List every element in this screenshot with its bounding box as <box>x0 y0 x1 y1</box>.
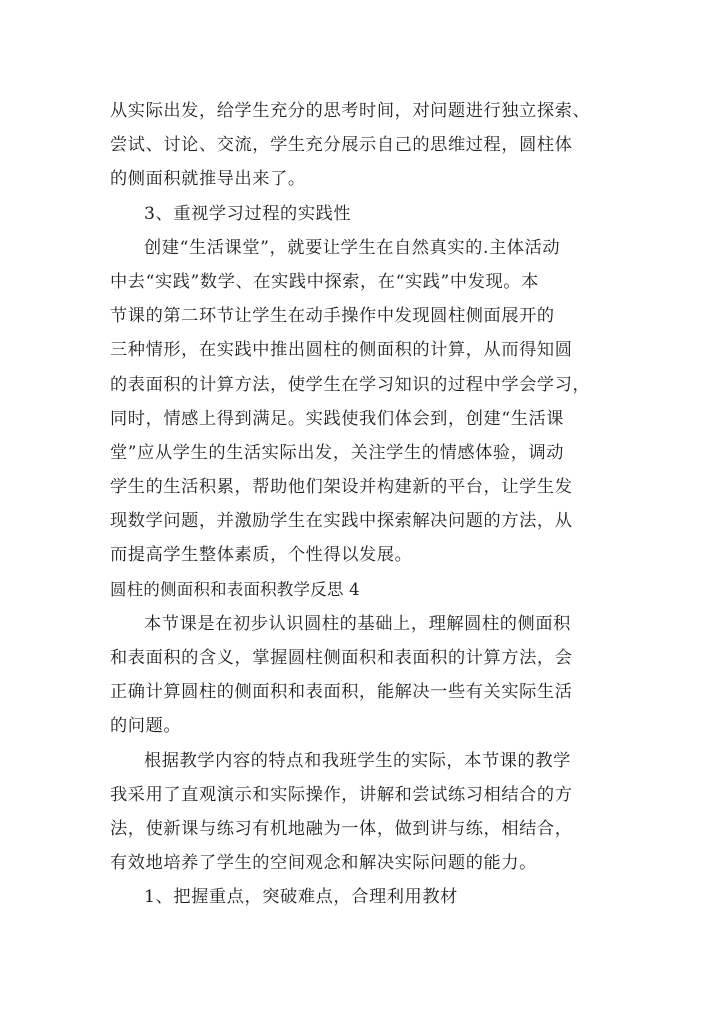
text-line: 中去“实践”数学、在实践中探索，在“实践”中发现。本 <box>110 271 539 292</box>
text-line: 有效地培养了学生的空间观念和解决实际问题的能力。 <box>110 853 537 874</box>
text-line: 1、把握重点，突破难点，合理利用教材 <box>144 887 458 908</box>
text-line: 节课的第二环节让学生在动手操作中发现圆柱侧面展开的 <box>110 306 555 327</box>
text-line: 的侧面积就推导出来了。 <box>110 169 306 190</box>
section-heading: 圆柱的侧面积和表面积教学反思 4 <box>110 579 360 599</box>
text-line: 三种情形，在实践中推出圆柱的侧面积的计算，从而得知圆 <box>110 340 573 361</box>
text-line: 的问题。 <box>110 716 182 737</box>
text-line: 现数学问题，并激励学生在实践中探索解决问题的方法，从 <box>110 511 573 532</box>
text-line: 的表面积的计算方法，使学生在学习知识的过程中学会学习， <box>110 374 591 395</box>
text-line: 学生的生活积累，帮助他们架设并构建新的平台，让学生发 <box>110 477 573 498</box>
document-body <box>110 94 626 915</box>
text-line: 正确计算圆柱的侧面积和表面积，能解决一些有关实际生活 <box>110 682 573 703</box>
text-line: 3、重视学习过程的实践性 <box>144 203 352 224</box>
text-line: 我采用了直观演示和实际操作，讲解和尝试练习相结合的方 <box>110 784 573 805</box>
text-line: 堂”应从学生的生活实际出发，关注学生的情感体验，调动 <box>110 442 565 463</box>
text-line: 同时，情感上得到满足。实践使我们体会到，创建“生活课 <box>110 408 565 429</box>
text-line: 创建“生活课堂”，就要让学生在自然真实的.主体活动 <box>144 237 561 258</box>
text-line: 和表面积的含义，掌握圆柱侧面积和表面积的计算方法，会 <box>110 648 573 668</box>
text-line: 法，使新课与练习有机地融为一体，做到讲与练，相结合， <box>110 818 573 839</box>
text-line: 而提高学生整体素质，个性得以发展。 <box>110 545 413 566</box>
text-line: 本节课是在初步认识圆柱的基础上，理解圆柱的侧面积 <box>144 613 571 634</box>
text-line: 根据教学内容的特点和我班学生的实际，本节课的教学 <box>144 750 571 771</box>
text-line: 尝试、讨论、交流，学生充分展示自己的思维过程，圆柱体 <box>110 135 573 156</box>
text-line: 从实际出发，给学生充分的思考时间，对问题进行独立探索、 <box>110 101 591 121</box>
